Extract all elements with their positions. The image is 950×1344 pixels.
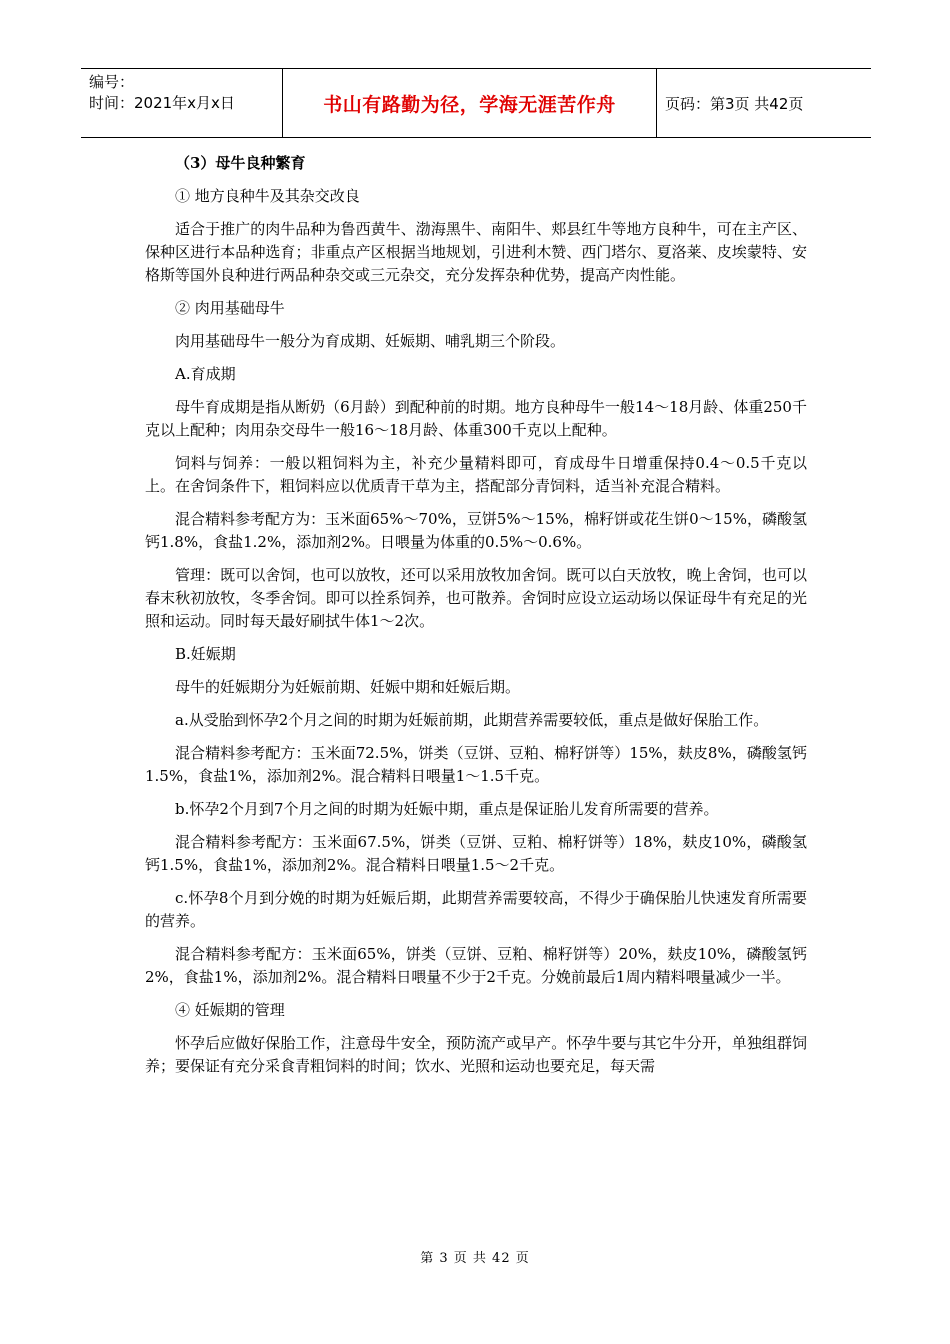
paragraph: a.从受胎到怀孕2个月之间的时期为妊娠前期，此期营养需要较低，重点是做好保胎工作。 [175,711,769,729]
paragraph: 母牛的妊娠期分为妊娠前期、妊娠中期和妊娠后期。 [175,678,521,696]
subheading: A.育成期 [175,365,236,383]
document-body [145,152,807,1088]
subheading: ④ 妊娠期的管理 [175,1001,285,1019]
paragraph: 混合精料参考配方：玉米面67.5%，饼类（豆饼、豆粕、棉籽饼等）18%，麸皮10%，磷酸氢钙1.5%，食盐1%，添加剂2%。混合精料日喂量1.5～2千克。 [145,833,807,874]
paragraph: 母牛育成期是指从断奶（6月龄）到配种前的时期。地方良种母牛一般14～18月龄、体重250千克以上配种；肉用杂交母牛一般16～18月龄、体重300千克以上配种。 [145,398,807,439]
paragraph: 混合精料参考配方为：玉米面65%～70%，豆饼5%～15%，棉籽饼或花生饼0～15%，磷酸氢钙1.8%，食盐1.2%，添加剂2%。日喂量为体重的0.5%～0.6%。 [145,510,807,551]
subheading: B.妊娠期 [175,645,236,663]
paragraph: b.怀孕2个月到7个月之间的时期为妊娠中期，重点是保证胎儿发育所需要的营养。 [175,800,719,818]
subheading: ② 肉用基础母牛 [175,299,285,317]
subheading: ① 地方良种牛及其杂交改良 [175,187,360,205]
header-motto: 书山有路勤为径，学海无涯苦作舟 [283,69,657,137]
paragraph: 混合精料参考配方：玉米面65%，饼类（豆饼、豆粕、棉籽饼等）20%，麸皮10%，磷酸氢钙2%，食盐1%，添加剂2%。混合精料日喂量不少于2千克。分娩前最后1周内精料喂量减少一半。 [145,945,807,986]
paragraph: 饲料与饲养：一般以粗饲料为主，补充少量精料即可，育成母牛日增重保持0.4～0.5千克以上。在舍饲条件下，粗饲料应以优质青干草为主，搭配部分青饲料，适当补充混合精料。 [145,454,807,495]
header-info-cell [81,69,283,137]
paragraph: 肉用基础母牛一般分为育成期、妊娠期、哺乳期三个阶段。 [175,332,566,350]
paragraph: 管理：既可以舍饲，也可以放牧，还可以采用放牧加舍饲。既可以白天放牧，晚上舍饲，也可以春末秋初放牧，冬季舍饲。即可以拴系饲养，也可散养。舍饲时应设立运动场以保证母牛有充足的光照和运动。同时每天最好刷拭牛体1～2次。 [145,566,807,630]
section-heading: （3）母牛良种繁育 [175,154,306,172]
time-label: 时间：2021年x月x日 [89,94,235,112]
number-label: 编号： [89,73,135,91]
paragraph: 适合于推广的肉牛品种为鲁西黄牛、渤海黑牛、南阳牛、郏县红牛等地方良种牛，可在主产区、保种区进行本品种选育；非重点产区根据当地规划，引进利木赞、西门塔尔、夏洛莱、皮埃蒙特、安格斯等国外良种进行两品种杂交或三元杂交，充分发挥杂种优势，提高产肉性能。 [145,220,807,284]
page-footer: 第 3 页 共 42 页 [420,1251,530,1266]
paragraph: 怀孕后应做好保胎工作，注意母牛安全，预防流产或早产。怀孕牛要与其它牛分开，单独组群饲养；要保证有充分采食青粗饲料的时间；饮水、光照和运动也要充足，每天需 [145,1034,807,1075]
header-page-label: 页码：第3页 共42页 [665,94,804,113]
page-header [81,68,871,138]
paragraph: c.怀孕8个月到分娩的时期为妊娠后期，此期营养需要较高，不得少于确保胎儿快速发育所需要的营养。 [145,889,807,930]
paragraph: 混合精料参考配方：玉米面72.5%，饼类（豆饼、豆粕、棉籽饼等）15%，麸皮8%，磷酸氢钙1.5%，食盐1%，添加剂2%。混合精料日喂量1～1.5千克。 [145,744,807,785]
